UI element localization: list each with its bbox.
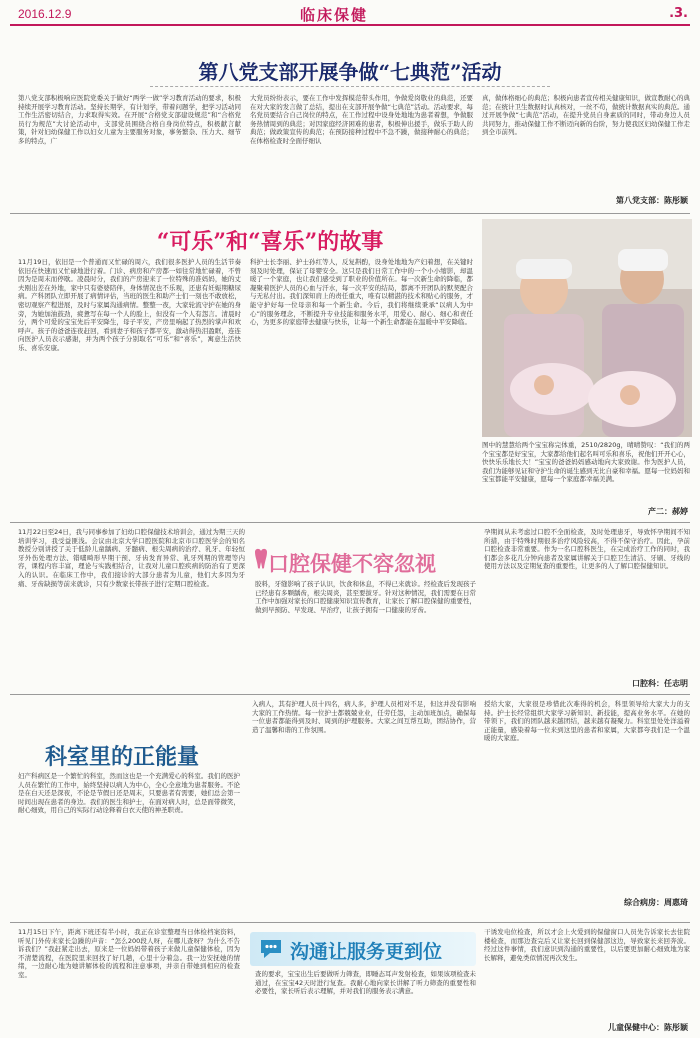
- article3-col2: 胶料，牙缝影响了孩子认识，饮食和休息，不得已来就诊。经检查后发现孩子已经患有多颗龋齿，根尖周炎，甚至要拔牙。针对这种情况，我们需要在日常工作中加强对家长的口腔健康知识宣传教育，让家长了解口腔保健的重要性，做到早预防、早发现、早治疗，让孩子拥有一口健康的牙齿。: [255, 580, 476, 614]
- article2-col1: 11月19日，依旧是一个普通而又忙碌的周六，我们很多医护人员的生活节奏依旧在快速而又忙碌地进行着。门诊、病房和产房都一如往常地忙碌着，不曾因为是周末而停歇。凌晨时分，我们的产房迎来了一位特殊的准妈妈，她的丈夫刚出差在外地，家中只有婆婆陪伴，身体情况也不乐观，还患有妊娠期糖尿病。产科团队立即开展了病情评估，当班的医生和助产士们一刻也不敢放松，密切观察产程进展，及时与家属沟通病情。整整一夜，大家轮流守护在她的身旁，为她加油鼓劲，疲惫写在每一个人的脸上，但没有一个人有怨言。清晨时分，两个可爱的宝宝先后平安降生，母子平安，产房里响起了热烈的掌声和欢呼声。孩子的爸爸连夜赶回，看到妻子和孩子都平安，激动得热泪盈眶，连连向医护人员表示感谢，并为两个孩子分别取名“可乐”和“喜乐”，寓意生活快乐、喜乐安康。: [18, 258, 241, 352]
- article1-title: 第八党支部开展争做“七典范”活动: [198, 60, 502, 84]
- article5-col2: 查的要求，宝宝出生后要做听力筛查，即睡态耳声发射检查，如果该项检查未通过，在宝宝42天时进行复查。我耐心地向家长讲解了听力筛查的重要性和必要性，家长听后表示理解，并对我们的服务表示满意。: [255, 970, 476, 996]
- issue-date: 2016.12.9: [18, 7, 72, 21]
- newspaper-name: 临床保健: [300, 6, 369, 24]
- photo-illustration: [482, 219, 692, 437]
- article5-col3: 干诱发电位检查，所以才会上火爱到的保健窗口人员先告诉家长去住院楼检查，而那边查完后又让家长回到保健部这边，导致家长来回奔波。经过这件事情，我们意识到沟通的重要性，以后要更加耐心细致地为家长解释，避免类似情况再次发生。: [484, 928, 690, 962]
- article4-col1: 妇产科病区是一个繁忙的科室，然而这也是一个充满爱心的科室。我们的医护人员在繁忙的工作中，始终坚持以病人为中心，全心全意地为患者服务。不论是在白天还是深夜，不论是节假日还是周末，只要患者有需要，她们总会第一时间出现在患者的身边。我们的医生和护士，在面对病人时，总是面带微笑，耐心细致，用自己的实际行动诠释着白衣天使的神圣职责。: [18, 772, 240, 815]
- article4-col3: 授给大家，大家很是珍惜此次难得的机会，科里领导给大家大力的支持。护士长经常组织大家学习新知识、新技能，提高业务水平。在她的带领下，我们的团队越来越团结，越来越有凝聚力。科室里处处洋溢着正能量，感染着每一位来到这里的患者和家属，大家都夸我们是一个温暖的大家庭。: [484, 700, 690, 743]
- article2-col3: 图中的慧慧给两个宝宝称完体重，2510/2820g，晴晴赞叹：“我们的两个宝宝都是好宝宝，大家都给他们起名叫可乐和喜乐，祝他们开开心心，快快乐乐地长大！”宝宝的爸爸妈妈感动地向大家致谢。作为医护人员，我们为能够见证和守护生命的诞生感到无比自豪和幸福。愿每一位妈妈和宝宝都能平安健康，愿每一个家庭都幸福美满。: [482, 441, 690, 484]
- article1-col1: 第八党支部积极响应医院党委关于做好“两学一做”学习教育活动的要求，积极持续开展学习教育活动。坚持长期学，有计划学，带着问题学，把学习活动同工作生活密切结合，力求取得实效。在开展“合格党支部建设规范”和“合格党员行为规范”大讨论活动中，支部党员围绕合格自身岗位特点，积极献言献策，针对妇幼保健工作以妇女儿童为主要服务对象，事务繁杂、压力大、细节多的特点，广: [18, 94, 241, 145]
- article3-title: 口腔保健不容忽视: [268, 551, 436, 576]
- speech-bubble-icon: [258, 936, 284, 962]
- section-divider: [10, 522, 690, 523]
- article1-byline: 第八党支部：陈彤颖: [616, 196, 688, 205]
- article4-col2: 入病人，其有护理人员十四名，病人多，护理人员相对不足，但这并没有影响大家的工作热情。每一位护士都兢兢业业，任劳任怨，主动加班加点，确保每一位患者都能得到及时、周到的护理服务。大家之间互帮互助，团结协作，营造了温馨和谐的工作氛围。: [252, 700, 476, 734]
- article5-title: 沟通让服务更到位: [290, 941, 443, 963]
- tooth-icon: [252, 548, 270, 570]
- article4-title: 科室里的正能量: [45, 744, 200, 770]
- article1-col3: 真，做体格细心的典范；积极向患者宣传相关健康知识，做宣教耐心的典范；在统计卫生数据时认真核对，一丝不苟，做统计数据真实的典范。通过开展争做“七典范”活动，在提升党员自身素质的同时，带动身边人员共同努力，推动保健工作不断迈向新的台阶，努力使我区妇幼保健工作走到全市前列。: [482, 94, 690, 137]
- article3-col3: 孕期间从未考虑过口腔不全面检查，及时处理患牙，导致怀孕期间不知所措，由于特殊时期很多治疗风险较高，不得不保守治疗。因此，孕前口腔检查非常重要。作为一名口腔科医生，在完成治疗工作的同时，我们都会多花几分钟向患者及家属讲解关于口腔卫生清洁、牙刷、牙线的使用方法以及定期复查的重要性，让更多的人了解口腔保健知识。: [484, 528, 690, 571]
- article4-byline: 综合病房：周惠琦: [624, 898, 688, 907]
- article5-col1: 11月15日下午，距离下班还有半小时，我正在诊室整理当日体检档案资料，听见门外传来家长急躁的声音：“怎么200段人呀，在哪儿查呀？为什么不告诉我们？”我赶紧走出去，原来是一位妈妈带着孩子来做儿童保健体检，因为不清楚流程，在医院里来回找了好几趟，心里十分着急。我一边安抚她的情绪，一边耐心地为她讲解体检的流程和注意事项，并亲自带她到相应的检查室。: [18, 928, 240, 979]
- article2-col2: 科护士长李丽、护士孙红等人，反复斟酌，设身处地地为产妇着想，在关键时刻及时处理，保证了母婴安全。这只是我们日常工作中的一个小小缩影，却温暖了一个家庭，也让我们感受到了职业的价值所在。每一次新生命的降临，都凝聚着医护人员的心血与汗水，每一次平安的结局，都离不开团队的默契配合与无私付出。我们深知肩上的责任重大，唯有以精湛的技术和贴心的服务，才能守护好每一位母亲和每一个新生命。今后，我们将继续秉承“以病人为中心”的服务理念，不断提升专业技能和服务水平，用爱心、耐心、细心和责任心，为更多的家庭带去健康与快乐，让每一个新生命都能在温暖中平安降临。: [250, 258, 473, 327]
- article3-byline: 口腔科：任志明: [632, 679, 688, 688]
- section-divider: [10, 922, 690, 923]
- article5-byline: 儿童保健中心：陈彤颖: [608, 1023, 688, 1032]
- article2-byline: 产二：郝婷: [648, 507, 688, 516]
- header-rule: [10, 24, 690, 26]
- newborn-photo: [482, 219, 692, 437]
- page-number: .3.: [669, 6, 688, 21]
- section-divider: [10, 213, 690, 214]
- article1-title-underline: [150, 86, 550, 87]
- article3-col1: 11月22日至24日，我与同事参加了妇幼口腔保健技术培训会，通过为期三天的培训学习，我受益匪浅。会议由北京大学口腔医院和北京市口腔医学会的知名教授分别讲授了关于低龄儿童龋病、牙髓病、根尖周病的治疗、乳牙、年轻恒牙外伤处理方法、错㗲畸形早期干预、牙齿发育异常、乳牙列期的管理等内容，课程内容丰富，理论与实践相结合，让我对儿童口腔疾病的防治有了更深入的认识。在临床工作中，我们接诊的大部分患者为儿童，他们大多因为牙痛、牙齿缺损等前来就诊，只有少数家长带孩子进行定期口腔检查。: [18, 528, 245, 588]
- section-divider: [10, 694, 690, 695]
- article2-title: “可乐”和“喜乐”的故事: [156, 229, 384, 255]
- article1-col2: 大党员纷纷表示，要在工作中发挥模范带头作用，争做爱岗敬业的典范，还要在对大家的发言做了总结，提出在支部开展争做“七典范”活动。活动要求，每名党员要结合自己岗位的特点，在工作过程中设身处地地为患者着想，争做服务热情周到的典范；对因家庭经济困难的患者，积极伸出援手，做乐于助人的典范；做政策宣传的典范；在预防接种过程中不急不躁，做接种耐心的典范；在体格检查时全面仔细认: [250, 94, 473, 145]
